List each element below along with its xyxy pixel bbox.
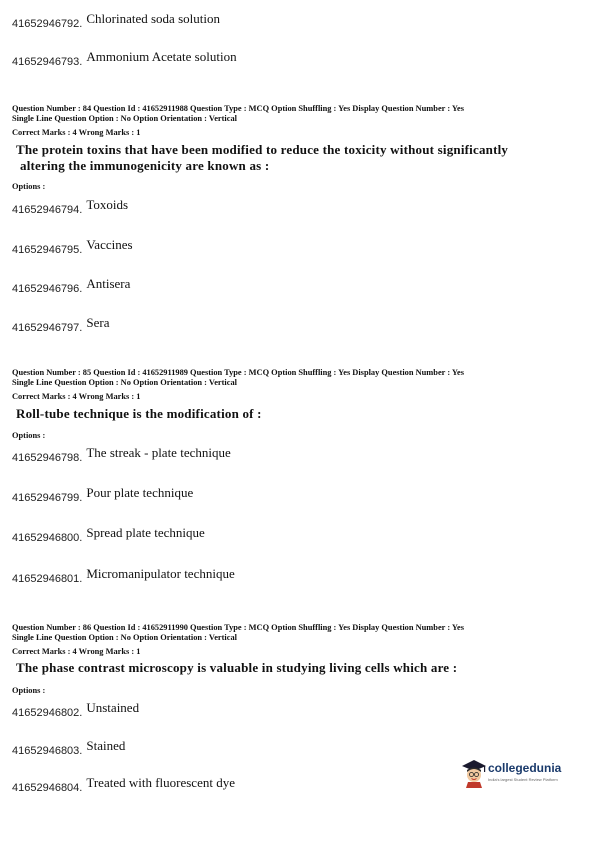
- option-id: 41652946804.: [12, 782, 83, 794]
- question-meta-line: Question Number : 85 Question Id : 41652911989 Question Type : MCQ Option Shuffling : Yes Display Question Number : Yes: [12, 368, 464, 377]
- question-text-line: The protein toxins that have been modified to reduce the toxicity without significantly: [16, 142, 509, 157]
- option-row[interactable]: [12, 525, 205, 546]
- option-id: 41652946800.: [12, 532, 83, 544]
- option-id: 41652946801.: [12, 573, 83, 585]
- option-row[interactable]: [12, 485, 194, 506]
- option-text: Ammonium Acetate solution: [86, 49, 237, 64]
- option-row: [12, 11, 220, 32]
- option-id: 41652946793.: [12, 56, 83, 68]
- option-id: 41652946802.: [12, 707, 83, 719]
- option-id: 41652946792.: [12, 18, 83, 30]
- question-meta-line: Single Line Question Option : No Option Orientation : Vertical: [12, 633, 237, 642]
- option-text: Stained: [86, 738, 126, 753]
- option-text: Antisera: [86, 276, 131, 291]
- question-marks: Correct Marks : 4 Wrong Marks : 1: [12, 128, 141, 137]
- logo-tagline: India's largest Student Review Platform: [488, 777, 558, 782]
- student-mascot-icon: [459, 758, 489, 788]
- option-id: 41652946799.: [12, 492, 83, 504]
- option-row[interactable]: [12, 445, 231, 466]
- option-id: 41652946795.: [12, 244, 83, 256]
- question-text-line: Roll-tube technique is the modification of :: [16, 406, 262, 421]
- question-meta: [12, 368, 582, 388]
- option-text: The streak - plate technique: [86, 445, 231, 460]
- question-text-line: The phase contrast microscopy is valuable in studying living cells which are :: [16, 660, 458, 675]
- option-row[interactable]: [12, 197, 129, 218]
- collegedunia-logo: [459, 758, 589, 788]
- option-text: Vaccines: [86, 237, 133, 252]
- option-text: Treated with fluorescent dye: [86, 775, 235, 790]
- question-meta: [12, 104, 582, 124]
- question-marks: Correct Marks : 4 Wrong Marks : 1: [12, 647, 141, 656]
- option-row[interactable]: [12, 566, 235, 587]
- question-text: [16, 406, 576, 422]
- question-meta: [12, 623, 582, 643]
- option-text: Spread plate technique: [86, 525, 205, 540]
- option-row[interactable]: [12, 315, 110, 336]
- option-row[interactable]: [12, 237, 133, 258]
- logo-brand-text: collegedunia: [488, 761, 562, 775]
- options-label: Options :: [12, 431, 46, 440]
- option-id: 41652946796.: [12, 283, 83, 295]
- question-meta-line: Question Number : 86 Question Id : 41652911990 Question Type : MCQ Option Shuffling : Yes Display Question Number : Yes: [12, 623, 464, 632]
- option-id: 41652946794.: [12, 204, 83, 216]
- option-id: 41652946797.: [12, 322, 83, 334]
- question-meta-line: Question Number : 84 Question Id : 41652911988 Question Type : MCQ Option Shuffling : Yes Display Question Number : Yes: [12, 104, 464, 113]
- option-text: Pour plate technique: [86, 485, 194, 500]
- option-text: Toxoids: [86, 197, 129, 212]
- options-label: Options :: [12, 686, 46, 695]
- question-text: [16, 660, 576, 676]
- options-label: Options :: [12, 182, 46, 191]
- option-row[interactable]: [12, 700, 140, 721]
- option-row[interactable]: [12, 276, 131, 297]
- option-text: Sera: [86, 315, 110, 330]
- question-text: [16, 142, 576, 174]
- question-meta-line: Single Line Question Option : No Option Orientation : Vertical: [12, 378, 237, 387]
- option-row[interactable]: [12, 738, 126, 759]
- question-marks: Correct Marks : 4 Wrong Marks : 1: [12, 392, 141, 401]
- option-text: Micromanipulator technique: [86, 566, 235, 581]
- question-meta-line: Single Line Question Option : No Option Orientation : Vertical: [12, 114, 237, 123]
- option-id: 41652946798.: [12, 452, 83, 464]
- option-row[interactable]: [12, 775, 235, 796]
- option-text: Unstained: [86, 700, 140, 715]
- option-id: 41652946803.: [12, 745, 83, 757]
- option-row: [12, 49, 237, 70]
- question-text-line: altering the immunogenicity are known as :: [20, 158, 270, 173]
- option-text: Chlorinated soda solution: [86, 11, 220, 26]
